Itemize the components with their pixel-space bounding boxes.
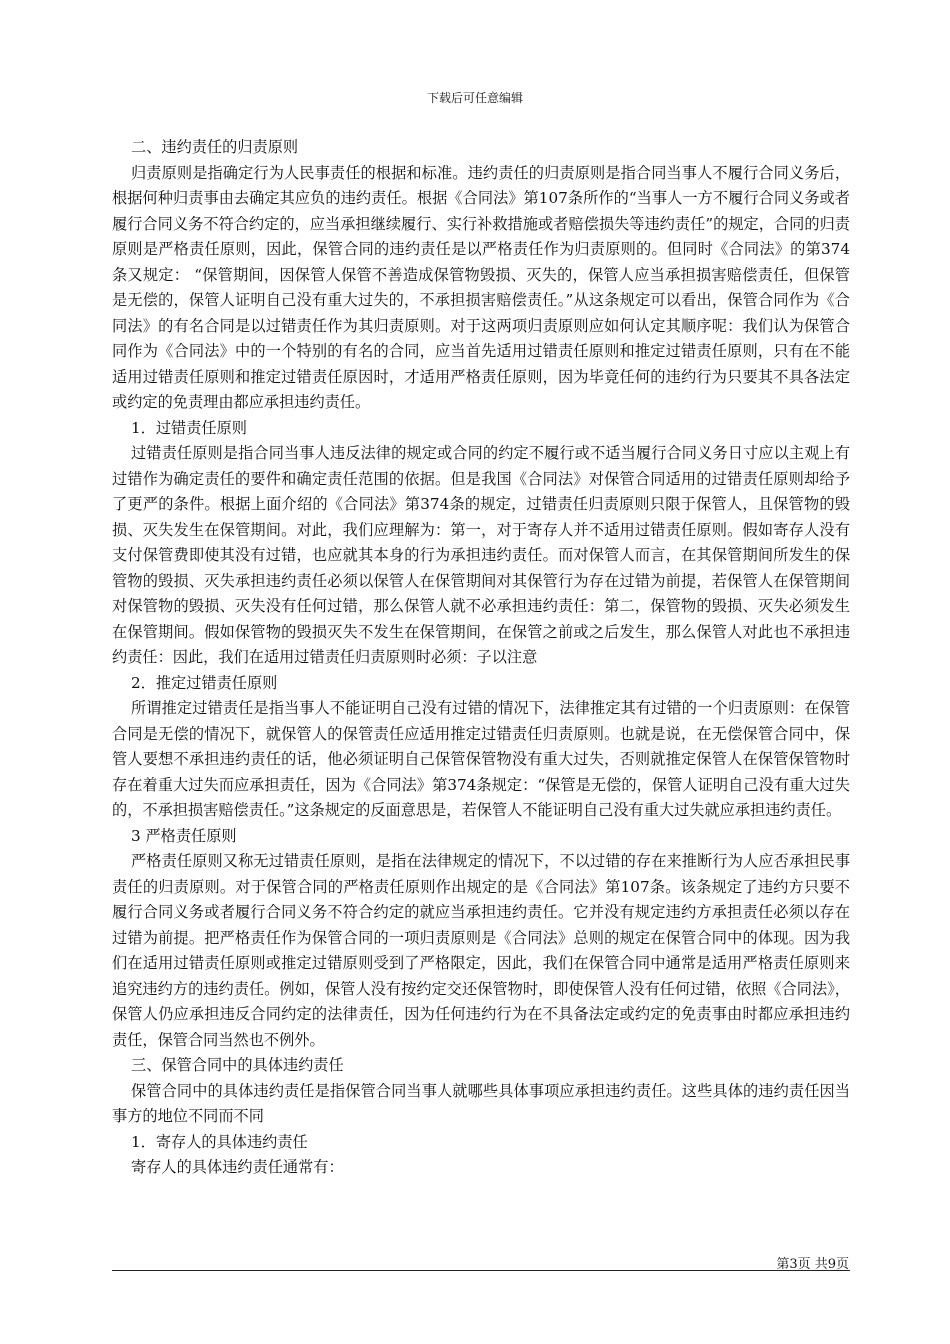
footer-divider	[112, 1270, 850, 1271]
subsection-heading-depositor: 1．寄存人的具体违约责任	[131, 1132, 308, 1151]
section-heading-2: 二、违约责任的归责原则	[131, 138, 299, 156]
page-header: 下载后可任意编辑	[426, 91, 523, 105]
paragraph: 所谓推定过错责任是指当事人不能证明自己没有过错的情况下，法律推定其有过错的一个归责原则：在保管合同是无偿的情况下，就保管人的保管责任应适用推定过错责任归责原则。也就是说，在无偿保管合同中，保管人要想不承担违约责任的话，他必须证明自己保管保管物没有重大过失，否则就推定保管人在保管保管物时存在着重大过失而应承担责任，因为《合同法》第374条规定：“保管是无偿的，保管人证明自己没有重大过失的，不承担损害赔偿责任。”这条规定的反面意思是，若保管人不能证明自己没有重大过失就应承担违约责任。	[112, 699, 850, 819]
document-body	[112, 135, 850, 1181]
paragraph: 严格责任原则又称无过错责任原则，是指在法律规定的情况下，不以过错的存在来推断行为人应否承担民事责任的归责原则。对于保管合同的严格责任原则作出规定的是《合同法》第107条。该条规定了违约方只要不履行合同义务或者履行合同义务不符合约定的就应当承担违约责任。它并没有规定违约方承担责任必须以存在过错为前提。把严格责任作为保管合同的一项归责原则是《合同法》总则的规定在保管合同中的体现。因为我们在适用过错责任原则或推定过错原则受到了严格限定，因此，我们在保管合同中通常是适用严格责任原则来追究违约方的违约责任。例如，保管人没有按约定交还保管物时，即使保管人没有任何过错，依照《合同法》，保管人仍应承担违反合同约定的法律责任，因为任何违约行为在不具备法定或约定的免责事由时都应承担违约责任，保管合同当然也不例外。	[112, 852, 850, 1049]
paragraph: 保管合同中的具体违约责任是指保管合同当事人就哪些具体事项应承担违约责任。这些具体的违约责任因当事方的地位不同而不同	[112, 1081, 850, 1125]
paragraph: 过错责任原则是指合同当事人违反法律的规定或合同的约定不履行或不适当履行合同义务日寸应以主观上有过错作为确定责任的要件和确定责任范围的依据。但是我国《合同法》对保管合同适用的过错责任原则却给予了更严的条件。根据上面介绍的《合同法》第374条的规定，过错责任归责原则只限于保管人，且保管物的毁损、灭失发生在保管期间。对此，我们应理解为：第一，对于寄存人并不适用过错责任原则。假如寄存人没有支付保管费即使其没有过错，也应就其本身的行为承担违约责任。而对保管人而言，在其保管期间所发生的保管物的毁损、灭失承担违约责任必须以保管人在保管期间对其保管行为存在过错为前提，若保管人在保管期间对保管物的毁损、灭失没有任何过错，那么保管人就不必承担违约责任：第二，保管物的毁损、灭失必须发生在保管期间。假如保管物的毁损灭失不发生在保管期间，在保管之前或之后发生，那么保管人对此也不承担违约责任：因此，我们在适用过错责任归责原则时必须：子以注意	[112, 444, 850, 666]
page-number: 第3页 共9页	[776, 1257, 849, 1272]
subsection-heading-presumed-fault: 2．推定过错责任原则	[131, 673, 278, 692]
paragraph: 寄存人的具体违约责任通常有：	[131, 1158, 344, 1176]
subsection-heading-fault: 1．过错责任原则	[131, 418, 247, 437]
paragraph: 归责原则是指确定行为人民事责任的根据和标准。违约责任的归责原则是指合同当事人不履行合同义务后，根据何种归责事由去确定其应负的违约责任。根据《合同法》第107条所作的“当事人一方不履行合同义务或者履行合同义务不符合约定的，应当承担继续履行、实行补救措施或者赔偿损失等违约责任”的规定，合同的归责原则是严格责任原则，因此，保管合同的违约责任是以严格责任作为归责原则的。但同时《合同法》的第374条又规定： “保管期间，因保管人保管不善造成保管物毁损、灭失的，保管人应当承担损害赔偿责任，但保管是无偿的，保管人证明自己没有重大过失的，不承担损害赔偿责任。”从这条规定可以看出，保管合同作为《合同法》的有名合同是以过错责任作为其归责原则。对于这两项归责原则应如何认定其顺序呢：我们认为保管合同作为《合同法》中的一个特别的有名的合同，应当首先适用过错责任原则和推定过错责任原则，只有在不能适用过错责任原则和推定过错责任原因时，才适用严格责任原则，因为毕竟任何的违约行为只要其不具各法定或约定的免责理由都应承担违约责任。	[112, 163, 850, 411]
subsection-heading-strict: 3 严格责任原则	[131, 826, 237, 845]
section-heading-3: 三、保管合同中的具体违约责任	[131, 1056, 344, 1074]
